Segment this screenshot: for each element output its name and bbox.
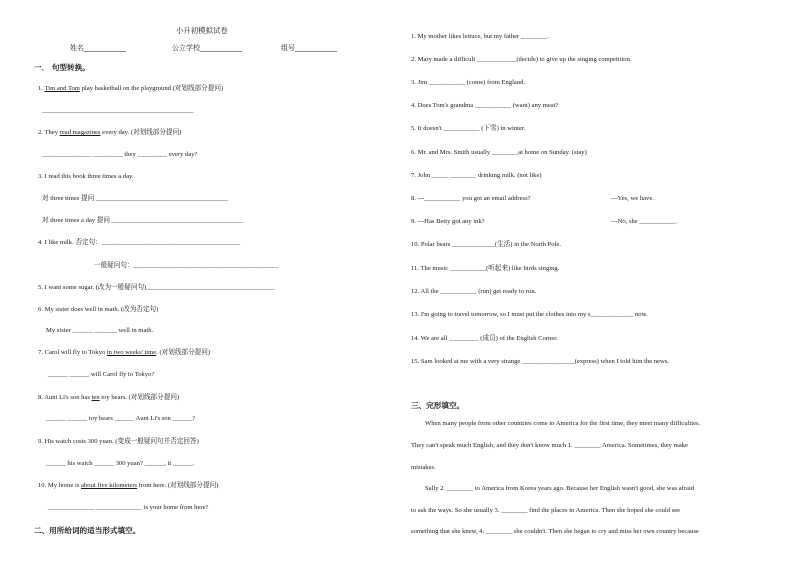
fill-question-1[interactable]: 1. My mother likes lettuce, but my father ________. [411, 33, 549, 40]
fill-question-5[interactable]: 5. It doesn't ___________ (下雪) in winter. [411, 125, 526, 132]
fill-question-10[interactable]: 10. Polar bears _____________(生活) in the North Pole. [411, 241, 561, 248]
cloze-line-4[interactable]: Sally 2. ________ to America from Korea years ago. Because her English wasn't good, she was afraid [425, 485, 695, 492]
question-1: 1. Tim and Tom play basketball on the playground (对划线部分提问) [38, 85, 224, 92]
answer-line-4b[interactable]: 一般疑问句：____________________________________________ [94, 262, 279, 269]
question-5[interactable]: 5. I want some sugar. (改为一般疑问句)_______________________________________ [38, 284, 275, 291]
school-field[interactable]: 公立学校____________ [172, 44, 242, 52]
name-field[interactable]: 姓名____________ [70, 44, 126, 52]
fill-question-9: 9. ---Has Betty got any ink? [411, 218, 485, 225]
group-field[interactable]: 组号____________ [281, 44, 337, 52]
fill-question-15[interactable]: 15. Sam looked at me with a very strange ________________(express) when I told him the news. [411, 358, 670, 365]
question-6: 6. My sister does well in math. (改为否定句) [38, 306, 159, 313]
question-4[interactable]: 4. I like milk. 否定句：__________________________________________ [38, 239, 241, 246]
fill-question-13[interactable]: 13. I'm going to travel tomorrow, so I must put the clothes into my s_____________ now. [411, 311, 648, 318]
answer-line-3b[interactable]: 对 three times a day 提问 ________________________________________ [42, 217, 244, 224]
fill-question-14[interactable]: 14. We are all _________ (成员) of the English Corner. [411, 335, 558, 342]
answer-line-7[interactable]: ______ ______ will Carol fly to Tokyo? [48, 371, 155, 378]
answer-line-10[interactable]: ______________ ______________ is your home from here? [48, 504, 209, 511]
fill-question-3[interactable]: 3. Jim ___________ (come) from England. [411, 79, 526, 86]
underlined-text: in two weeks' time [106, 349, 157, 356]
answer-line-1[interactable]: ______________________________________________ [42, 107, 194, 114]
answer-line-2[interactable]: _______________ _________ they _________ every day? [42, 151, 198, 158]
cloze-line-3: mistakes. [411, 464, 436, 471]
cloze-line-5[interactable]: to ask the ways. So she usually 3. ________ find the places in America. Then she hoped she could see [411, 507, 681, 514]
question-7: 7. Carol will fly to Tokyo in two weeks' time. (对划线部分提问) [38, 349, 211, 356]
question-9: 9. His watch costs 300 yuan. (变成一般疑问句并否定回答) [38, 438, 199, 445]
fill-question-6[interactable]: 6. Mr. and Mrs. Smith usually ________at home on Sunday. (stay) [411, 149, 587, 156]
fill-question-8-answer: ---Yes, we have. [611, 195, 654, 202]
section2-title: 二、用所给词的适当形式填空。 [34, 526, 141, 535]
answer-line-8[interactable]: ______ ______ toy bears ______ Aunt Li's son ______? [46, 415, 196, 422]
section1-title: 一． 句型转换。 [34, 63, 90, 72]
answer-line-6[interactable]: My sister ______ _______ well in math. [46, 327, 154, 334]
fill-question-8[interactable]: 8. ---___________ you got an email address? [411, 195, 531, 202]
question-3: 3. I read this book three times a day. [38, 173, 134, 180]
underlined-text: ten [91, 394, 100, 401]
cloze-line-1: When many people from other countries come to America for the first time, they meet many difficulties. [425, 420, 701, 427]
cloze-line-6[interactable]: something that she knew, 4. ________ she couldn't. Then she began to cry and miss her own country because [411, 528, 699, 535]
cloze-line-2[interactable]: They can't speak much English, and they don't know much 1. ________ America. Sometimes, they make [411, 442, 688, 449]
question-8: 8. Aunt Li's son has ten toy bears. (对划线部分提问) [38, 394, 180, 401]
underlined-text: about five kilometers [81, 482, 138, 489]
question-10: 10. My home is about five kilometers from here. (对划线部分提问) [38, 482, 219, 489]
fill-question-9-answer[interactable]: ---No, she ___________. [611, 218, 678, 225]
fill-question-12[interactable]: 12. All the ___________ (run) get ready to run. [411, 288, 537, 295]
section3-title: 三、完形填空。 [411, 401, 465, 410]
question-2: 2. They read magazines every day. (对划线部分提问) [38, 129, 182, 136]
fill-question-2[interactable]: 2. Mary made a difficult ____________(decide) to give up the singing competition. [411, 56, 632, 63]
answer-line-9[interactable]: ______ his watch ______ 300 yuan? ______, it ______. [46, 460, 195, 467]
underlined-text: Tim and Tom [44, 85, 80, 92]
fill-question-4[interactable]: 4. Does Tom's grandma ___________ (want) any meat? [411, 102, 559, 109]
page-title: 小升初模拟试卷 [176, 26, 228, 35]
answer-line-3a[interactable]: 对 three times 提问 ________________________________________ [42, 195, 228, 202]
fill-question-11[interactable]: 11. The music ___________(听起来) like birds singing. [411, 265, 560, 272]
fill-question-7[interactable]: 7. John _____ ________ drinking milk. (not like) [411, 172, 542, 179]
underlined-text: read magazines [59, 129, 101, 136]
